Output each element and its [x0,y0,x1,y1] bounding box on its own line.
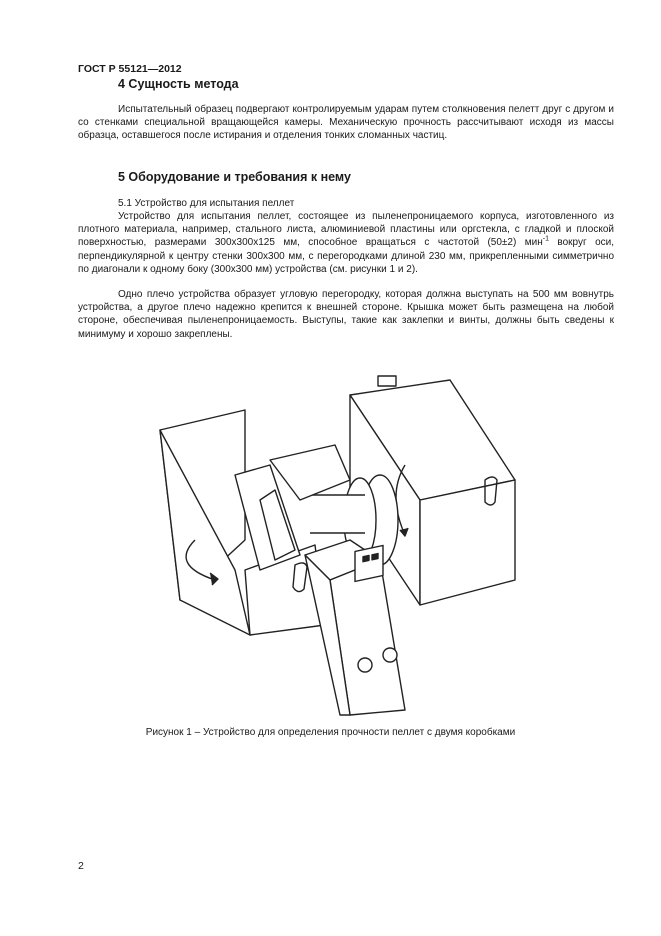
section-5-paragraph-1 [78,210,614,276]
figure-caption: Рисунок 1 – Устройство для определения прочности пеллет с двумя коробками [145,727,516,738]
document-header: ГОСТ Р 55121—2012 [78,63,182,75]
control-panel-display [355,545,383,581]
knob-left [358,658,372,672]
paragraph-1-part-b: вокруг оси, перпендикулярной к центру стенки 300х300 мм, с перегородками длиной 230 мм, прикрепленными симметрично по диагонали к одному боку (300х300 мм) устройства (см. рисунки 1 и 2). [78,237,615,275]
section-4-title: 4 Сущность метода [118,77,239,91]
left-box [160,410,325,635]
section-5-paragraph-2: Одно плечо устройства образует угловую перегородку, которая должна выступать на 500 мм вовнутрь устройства, а другое плечо надежно крепится к внешней стороне. Крышка может быть размещена на любой стороне, обеспечивая пыленепроницаемость. Выступы, такие как заклепки и винты, должны быть сведены к минимуму и хорошо закреплены. [78,289,614,340]
paragraph-1-superscript: -1 [542,236,549,244]
section-5-title: 5 Оборудование и требования к нему [118,170,351,184]
pellet-tester-illustration [150,370,530,720]
control-column [305,540,405,715]
subsection-5-1-title: 5.1 Устройство для испытания пеллет [118,198,295,209]
right-box-latch-top [378,376,396,386]
section-4-paragraph: Испытательный образец подвергают контролируемым ударам путем столкновения пелетт друг с другом и со стенками специальной вращающейся камеры. Механическую прочность рассчитывают исходя из массы образца, оставшегося после истирания и отделения тонких сломанных частиц. [78,104,614,142]
knob-right [383,648,397,662]
page-number: 2 [78,860,84,872]
paragraph-1-part-a: Устройство для испытания пеллет, состоящее из пыленепроницаемого корпуса, изготовленного из плотного материала, например, стального листа, алюминиевой пластины или оргстекла, с гладкой и плоской поверхностью, размерами 300х300х125 мм, способное вращаться с частотой (50±2) мин [78,211,614,249]
